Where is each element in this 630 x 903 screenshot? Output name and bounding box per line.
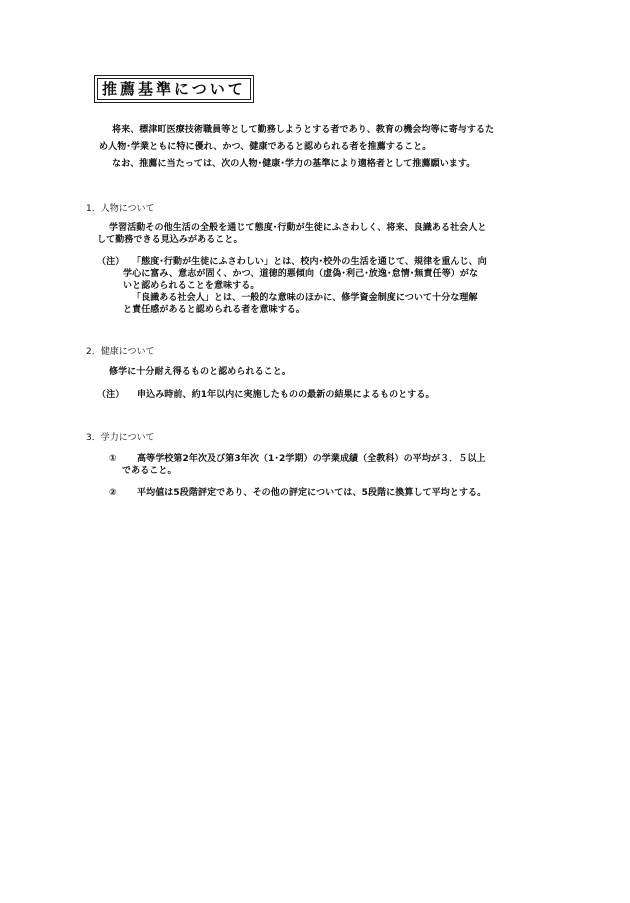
intro-line-1: 将来、標津町医療技術職員等として勤務しようとする者であり、教育の機会均等に寄与するた [112,125,495,135]
page-title: 推薦基準について [97,78,251,100]
title-box [94,75,254,103]
intro-line-3: なお、推薦に当たっては、次の人物･健康･学力の基準により適格者として推薦願います。 [112,159,476,169]
section3-item1-mark: ① [109,454,117,464]
section2-note-line-1: 申込み時前、約1年以内に実施したものの最新の結果によるものとする。 [137,390,435,400]
section1-note-line-2: 学心に富み、意志が固く、かつ、道徳的悪傾向（虚偽･利己･放逸･怠情･無責任等）がな [123,269,479,279]
section1-note-line-3: いと認められることを意味する。 [123,281,260,291]
section3-item1-line-2: であること。 [122,466,177,476]
section1-body-line-1: 学習活動その他生活の全般を通じて態度･行動が生徒にふさわしく、将来、良識ある社会人と [109,223,487,233]
section2-body-line-1: 修学に十分耐え得るものと認められること。 [109,367,292,377]
section1-note-line-4: 「良識ある社会人」とは、一般的な意味のほかに、修学資金制度について十分な理解 [132,293,478,303]
intro-line-2: め人物･学業ともに特に優れ、かつ、健康であると認められる者を推薦すること。 [99,142,432,152]
section1-note-line-5: と責任感があると認められる者を意味する。 [123,305,306,315]
section1-note-label: （注） [97,257,125,267]
section1-note-line-1: 「態度･行動が生徒にふさわしい」とは、校内･校外の生活を通じて、規律を重んじ、向 [132,257,487,267]
section2-heading: 2．健康について [86,347,155,357]
section3-item2-line-1: 平均値は5段階評定であり、その他の評定については、5段階に換算して平均とする。 [137,488,487,498]
section3-heading: 3．学力について [86,433,155,443]
section3-item2-mark: ② [109,488,117,498]
section1-body-line-2: して勤務できる見込みがあること。 [97,235,243,245]
section1-heading: 1．人物について [86,204,155,214]
section2-note-label: （注） [97,390,125,400]
section3-item1-line-1: 高等学校第2年次及び第3年次（1･2学期）の学業成績（全教科）の平均が３．５以上 [137,454,486,464]
